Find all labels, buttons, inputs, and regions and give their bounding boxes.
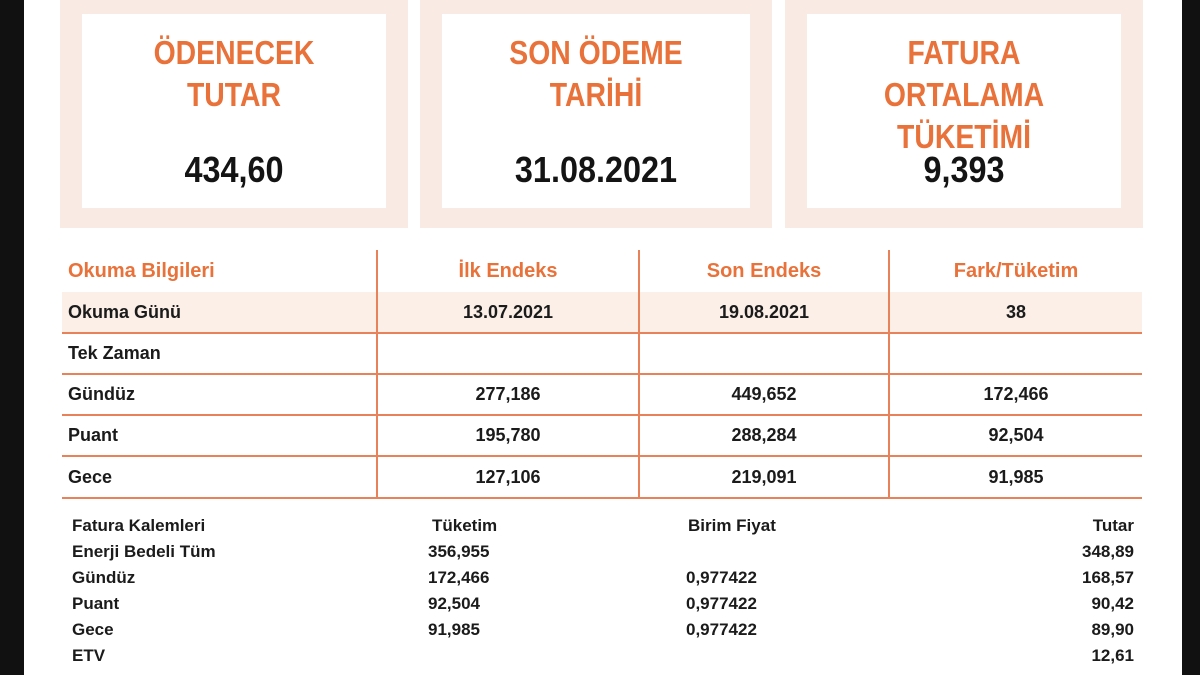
average-consumption-card (785, 0, 1143, 228)
reading-grid (62, 250, 1142, 499)
cell-first-index: 13.07.2021 (376, 292, 638, 334)
due-date-card (420, 0, 772, 228)
card-title-line2: TÜKETİMİ (896, 118, 1031, 155)
item-consumption: 356,955 (428, 542, 490, 561)
item-consumption: 172,466 (428, 568, 490, 587)
card-panel (807, 14, 1121, 208)
row-label-single-time: Tek Zaman (62, 334, 376, 375)
left-edge-border (0, 0, 24, 675)
item-consumption: 91,985 (428, 620, 480, 639)
cell-last-index: 449,652 (638, 375, 888, 416)
amount-due-card (60, 0, 408, 228)
invoice-item-row (72, 620, 1134, 646)
card-title (103, 32, 364, 116)
cell-first-index (376, 334, 638, 375)
item-consumption: 92,504 (428, 594, 480, 613)
card-title-line2: TUTAR (186, 76, 282, 113)
cell-last-index: 219,091 (638, 457, 888, 499)
item-label: Puant (72, 594, 120, 613)
card-title-line1: SON ÖDEME (509, 34, 683, 71)
item-total: 168,57 (1082, 568, 1134, 587)
item-total: 89,90 (1091, 620, 1134, 639)
item-label: Gündüz (72, 568, 136, 587)
cell-last-index: 288,284 (638, 416, 888, 457)
header-unit-price: Birim Fiyat (688, 516, 776, 535)
average-consumption-value: 9,393 (923, 149, 1005, 190)
card-title-line2: TARİHİ (549, 76, 643, 113)
invoice-item-row (72, 594, 1134, 620)
cell-first-index: 195,780 (376, 416, 638, 457)
item-total: 12,61 (1091, 646, 1134, 665)
header-total: Tutar (1092, 516, 1134, 535)
item-label: Gece (72, 620, 114, 639)
card-title-line1: FATURA ORTALAMA (883, 34, 1045, 113)
invoice-items-header (72, 516, 1134, 542)
due-date-value: 31.08.2021 (514, 149, 678, 190)
cell-difference (888, 334, 1142, 375)
cell-last-index (638, 334, 888, 375)
card-title (464, 32, 729, 116)
item-label: Enerji Bedeli Tüm (72, 542, 216, 561)
header-invoice-items: Fatura Kalemleri (72, 516, 206, 535)
cell-last-index: 19.08.2021 (638, 292, 888, 334)
item-unit-price: 0,977422 (686, 620, 757, 639)
cell-difference: 38 (888, 292, 1142, 334)
row-label-peak: Puant (62, 416, 376, 457)
right-edge-border (1182, 0, 1200, 675)
cell-first-index: 127,106 (376, 457, 638, 499)
row-label-daytime: Gündüz (62, 375, 376, 416)
header-first-index: İlk Endeks (376, 250, 638, 292)
meter-reading-table (62, 250, 1142, 500)
item-unit-price: 0,977422 (686, 568, 757, 587)
header-reading-info: Okuma Bilgileri (68, 259, 215, 282)
cell-difference: 172,466 (888, 375, 1142, 416)
invoice-item-row (72, 646, 1134, 672)
card-panel (442, 14, 750, 208)
cell-difference: 92,504 (888, 416, 1142, 457)
item-unit-price: 0,977422 (686, 594, 757, 613)
item-total: 348,89 (1082, 542, 1134, 561)
item-label: ETV (72, 646, 106, 665)
invoice-item-row (72, 542, 1134, 568)
invoice-items-table (72, 516, 1134, 672)
row-label-night: Gece (62, 457, 376, 499)
cell-first-index: 277,186 (376, 375, 638, 416)
card-panel (82, 14, 386, 208)
item-total: 90,42 (1091, 594, 1134, 613)
card-title (829, 32, 1099, 158)
invoice-item-row (72, 568, 1134, 594)
cell-difference: 91,985 (888, 457, 1142, 499)
header-difference: Fark/Tüketim (888, 250, 1142, 292)
row-label-reading-day: Okuma Günü (62, 292, 376, 334)
amount-due-value: 434,60 (184, 149, 284, 190)
header-consumption: Tüketim (432, 516, 498, 535)
card-title-line1: ÖDENECEK (153, 34, 315, 71)
header-last-index: Son Endeks (638, 250, 888, 292)
